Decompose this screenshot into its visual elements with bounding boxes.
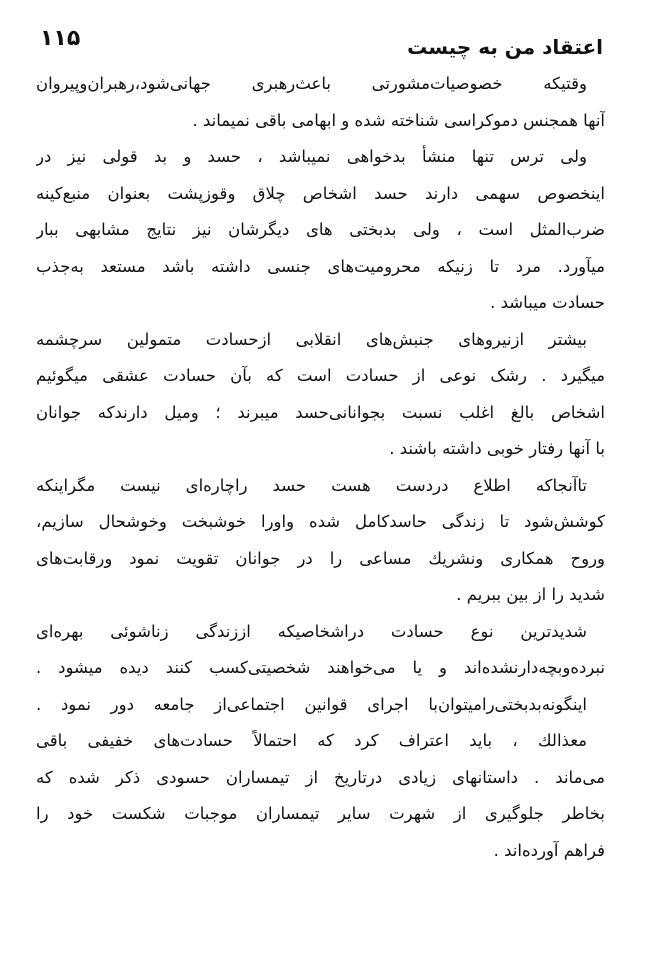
text-line: وقتیکه خصوصیات‌مشورتی باعث‌رهبری جهانی‌شود،رهبران‌وپیروان [36, 74, 587, 93]
text-line: با آنها رفتار خوبی داشته باشند . [389, 439, 605, 458]
text-line: تاآنجاکه اطلاع دردست هست حسد راچاره‌ای نیست مگراینکه [36, 475, 587, 495]
text-line: وروح همکاری ونشریك مساعی را در جوانان تقویت نمود ورقابت‌های [36, 548, 605, 568]
text-line: کوشش‌شود تا زندگی حاسدکامل شده واورا خوشبخت وخوشحال سازیم، [36, 512, 605, 531]
text-line: بخاطر جلوگیری از شهرت سایر تیمساران موجبات شکست خود را [36, 804, 605, 823]
text-line: بیشتر ازنیروهای جنبش‌های انقلابی ازحسادت متمولین سرچشمه [36, 329, 587, 349]
body-text [36, 66, 605, 869]
text-line: میگیرد . رشک نوعی از حسادت است که بآن حسادت عشقی میگوئیم [36, 366, 605, 385]
text-line: می‌ماند . داستانهای زیادی درتاریخ از تیمساران حسودی ذکر شده که [36, 767, 605, 787]
text-line: ضرب‌المثل است ، ولی بدبختی های دیگرشان نیز نتایج مشابهی ببار [36, 220, 605, 239]
text-line: آنها همجنس دموکراسی شناخته شده و ابهامی باقی نمیماند . [192, 110, 605, 130]
text-line: ولی ترس تنها منشأ بدخواهی نمیباشد ، حسد و بد قولی نیز در [36, 147, 587, 166]
text-line: فراهم آورده‌اند . [493, 840, 605, 860]
text-line: حسادت میباشد . [490, 293, 605, 312]
text-line: میآورد. مرد تا زنیکه محرومیت‌های جنسی داشته باشد مستعد به‌جذب [36, 256, 605, 276]
running-title: اعتقاد من به چیست [407, 35, 603, 59]
text-line: شدید را از بین ببریم . [456, 585, 605, 604]
text-line: اشخاص بالغ اغلب نسبت بجوانانی‌حسد میبرند ؛ ومیل دارندکه جوانان [36, 402, 605, 422]
text-line: اینگونه‌بدبختی‌رامیتوان‌با اجرای قوانین اجتماعی‌از جامعه دور نمود . [36, 694, 587, 714]
text-line: شدیدترین نوع حسادت دراشخاصیکه اززندگی زناشوئی بهره‌ای [36, 621, 587, 641]
text-line: معذالك ، باید اعتراف کرد که احتمالاً حسادت‌های خفیفی باقی [36, 731, 587, 750]
text-line: نبرده‌وبچه‌دارنشده‌اند و یا می‌خواهند شخصیتی‌کسب کنند دیده میشود . [36, 658, 605, 677]
page-number: ۱۱۵ [40, 26, 81, 51]
text-line: اینخصوص سهمی دارند حسد اشخاص چلاق وقوزپشت بعنوان منبع‌کینه [36, 183, 605, 203]
page-header [40, 18, 603, 68]
